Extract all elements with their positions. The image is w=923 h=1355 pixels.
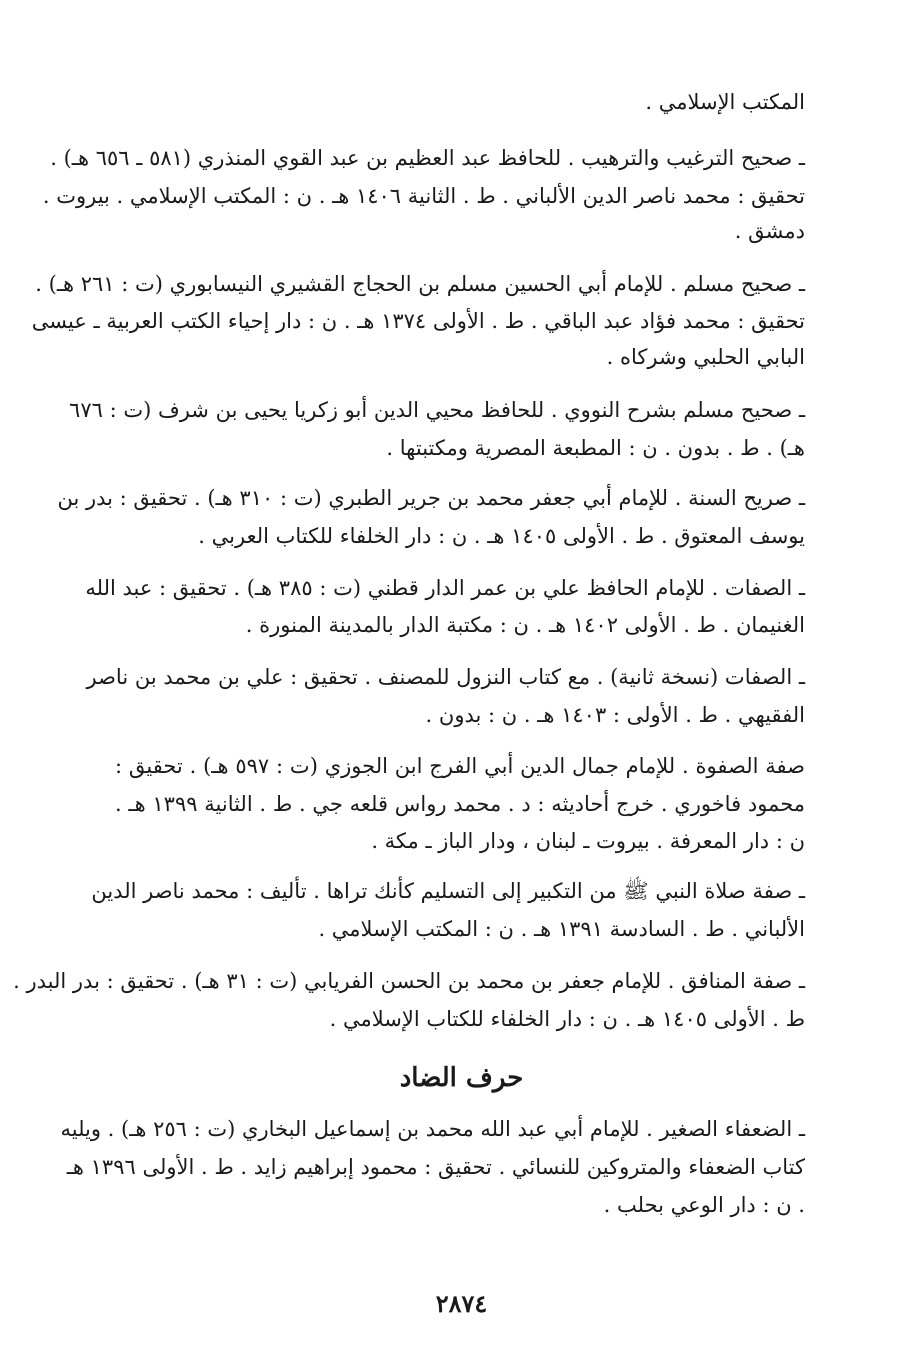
text-line: دمشق . — [734, 219, 805, 243]
text-line: ن : دار المعرفة . بيروت ـ لبنان ، ودار الباز ـ مكة . — [371, 829, 805, 853]
text-line: ـ صريح السنة . للإمام أبي جعفر محمد بن جرير الطبري (ت : ٣١٠ هـ) . تحقيق : بدر بن — [57, 486, 805, 510]
text-line: ـ صفة صلاة النبي ﷺ من التكبير إلى التسليم كأنك تراها . تأليف : محمد ناصر الدين — [91, 879, 805, 903]
page-number: ٢٨٧٤ — [435, 1289, 488, 1318]
text-line: الألباني . ط . السادسة ١٣٩١ هـ . ن : المكتب الإسلامي . — [318, 917, 805, 941]
text-line: الغنيمان . ط . الأولى ١٤٠٢ هـ . ن : مكتبة الدار بالمدينة المنورة . — [245, 613, 805, 637]
text-line: ـ صحيح مسلم . للإمام أبي الحسين مسلم بن الحجاج القشيري النيسابوري (ت : ٢٦١ هـ) . — [35, 272, 805, 296]
text-line: . ن : دار الوعي بحلب . — [603, 1193, 805, 1217]
text-line: الفقيهي . ط . الأولى : ١٤٠٣ هـ . ن : بدون . — [425, 703, 805, 727]
text-line: ط . الأولى ١٤٠٥ هـ . ن : دار الخلفاء للكتاب الإسلامي . — [329, 1007, 805, 1031]
text-line: ـ صفة المنافق . للإمام جعفر بن محمد بن الحسن الفريابي (ت : ٣١ هـ) . تحقيق : بدر البدر . — [13, 969, 805, 993]
text-line: ـ صحيح الترغيب والترهيب . للحافظ عبد العظيم بن عبد القوي المنذري (٥٨١ ـ ٦٥٦ هـ) . — [50, 146, 805, 170]
text-line: ـ صحيح مسلم بشرح النووي . للحافظ محيي الدين أبو زكريا يحيى بن شرف (ت : ٦٧٦ — [69, 398, 805, 422]
text-line: البابي الحلبي وشركاه . — [606, 345, 805, 369]
text-line: تحقيق : محمد ناصر الدين الألباني . ط . الثانية ١٤٠٦ هـ . ن : المكتب الإسلامي . بيروت . — [42, 184, 805, 208]
text-line: ـ الضعفاء الصغير . للإمام أبي عبد الله محمد بن إسماعيل البخاري (ت : ٢٥٦ هـ) . ويليه — [60, 1117, 805, 1141]
text-line: ـ الصفات . للإمام الحافظ علي بن عمر الدار قطني (ت : ٣٨٥ هـ) . تحقيق : عبد الله — [85, 576, 805, 600]
text-line: المكتب الإسلامي . — [645, 90, 805, 114]
text-line: محمود فاخوري . خرج أحاديثه : د . محمد رواس قلعه جي . ط . الثانية ١٣٩٩ هـ . — [115, 792, 805, 816]
text-line: هـ) . ط . بدون . ن : المطبعة المصرية ومكتبتها . — [386, 436, 805, 460]
section-heading: حرف الضاد — [399, 1063, 524, 1093]
text-line: يوسف المعتوق . ط . الأولى ١٤٠٥ هـ . ن : دار الخلفاء للكتاب العربي . — [198, 524, 805, 548]
text-line: كتاب الضعفاء والمتروكين للنسائي . تحقيق : محمود إبراهيم زايد . ط . الأولى ١٣٩٦ هـ — [66, 1155, 805, 1179]
text-line: صفة الصفوة . للإمام جمال الدين أبي الفرج ابن الجوزي (ت : ٥٩٧ هـ) . تحقيق : — [115, 754, 805, 778]
text-line: تحقيق : محمد فؤاد عبد الباقي . ط . الأولى ١٣٧٤ هـ . ن : دار إحياء الكتب العربية ـ عيسى — [31, 309, 805, 333]
text-line: ـ الصفات (نسخة ثانية) . مع كتاب النزول للمصنف . تحقيق : علي بن محمد بن ناصر — [86, 665, 805, 689]
